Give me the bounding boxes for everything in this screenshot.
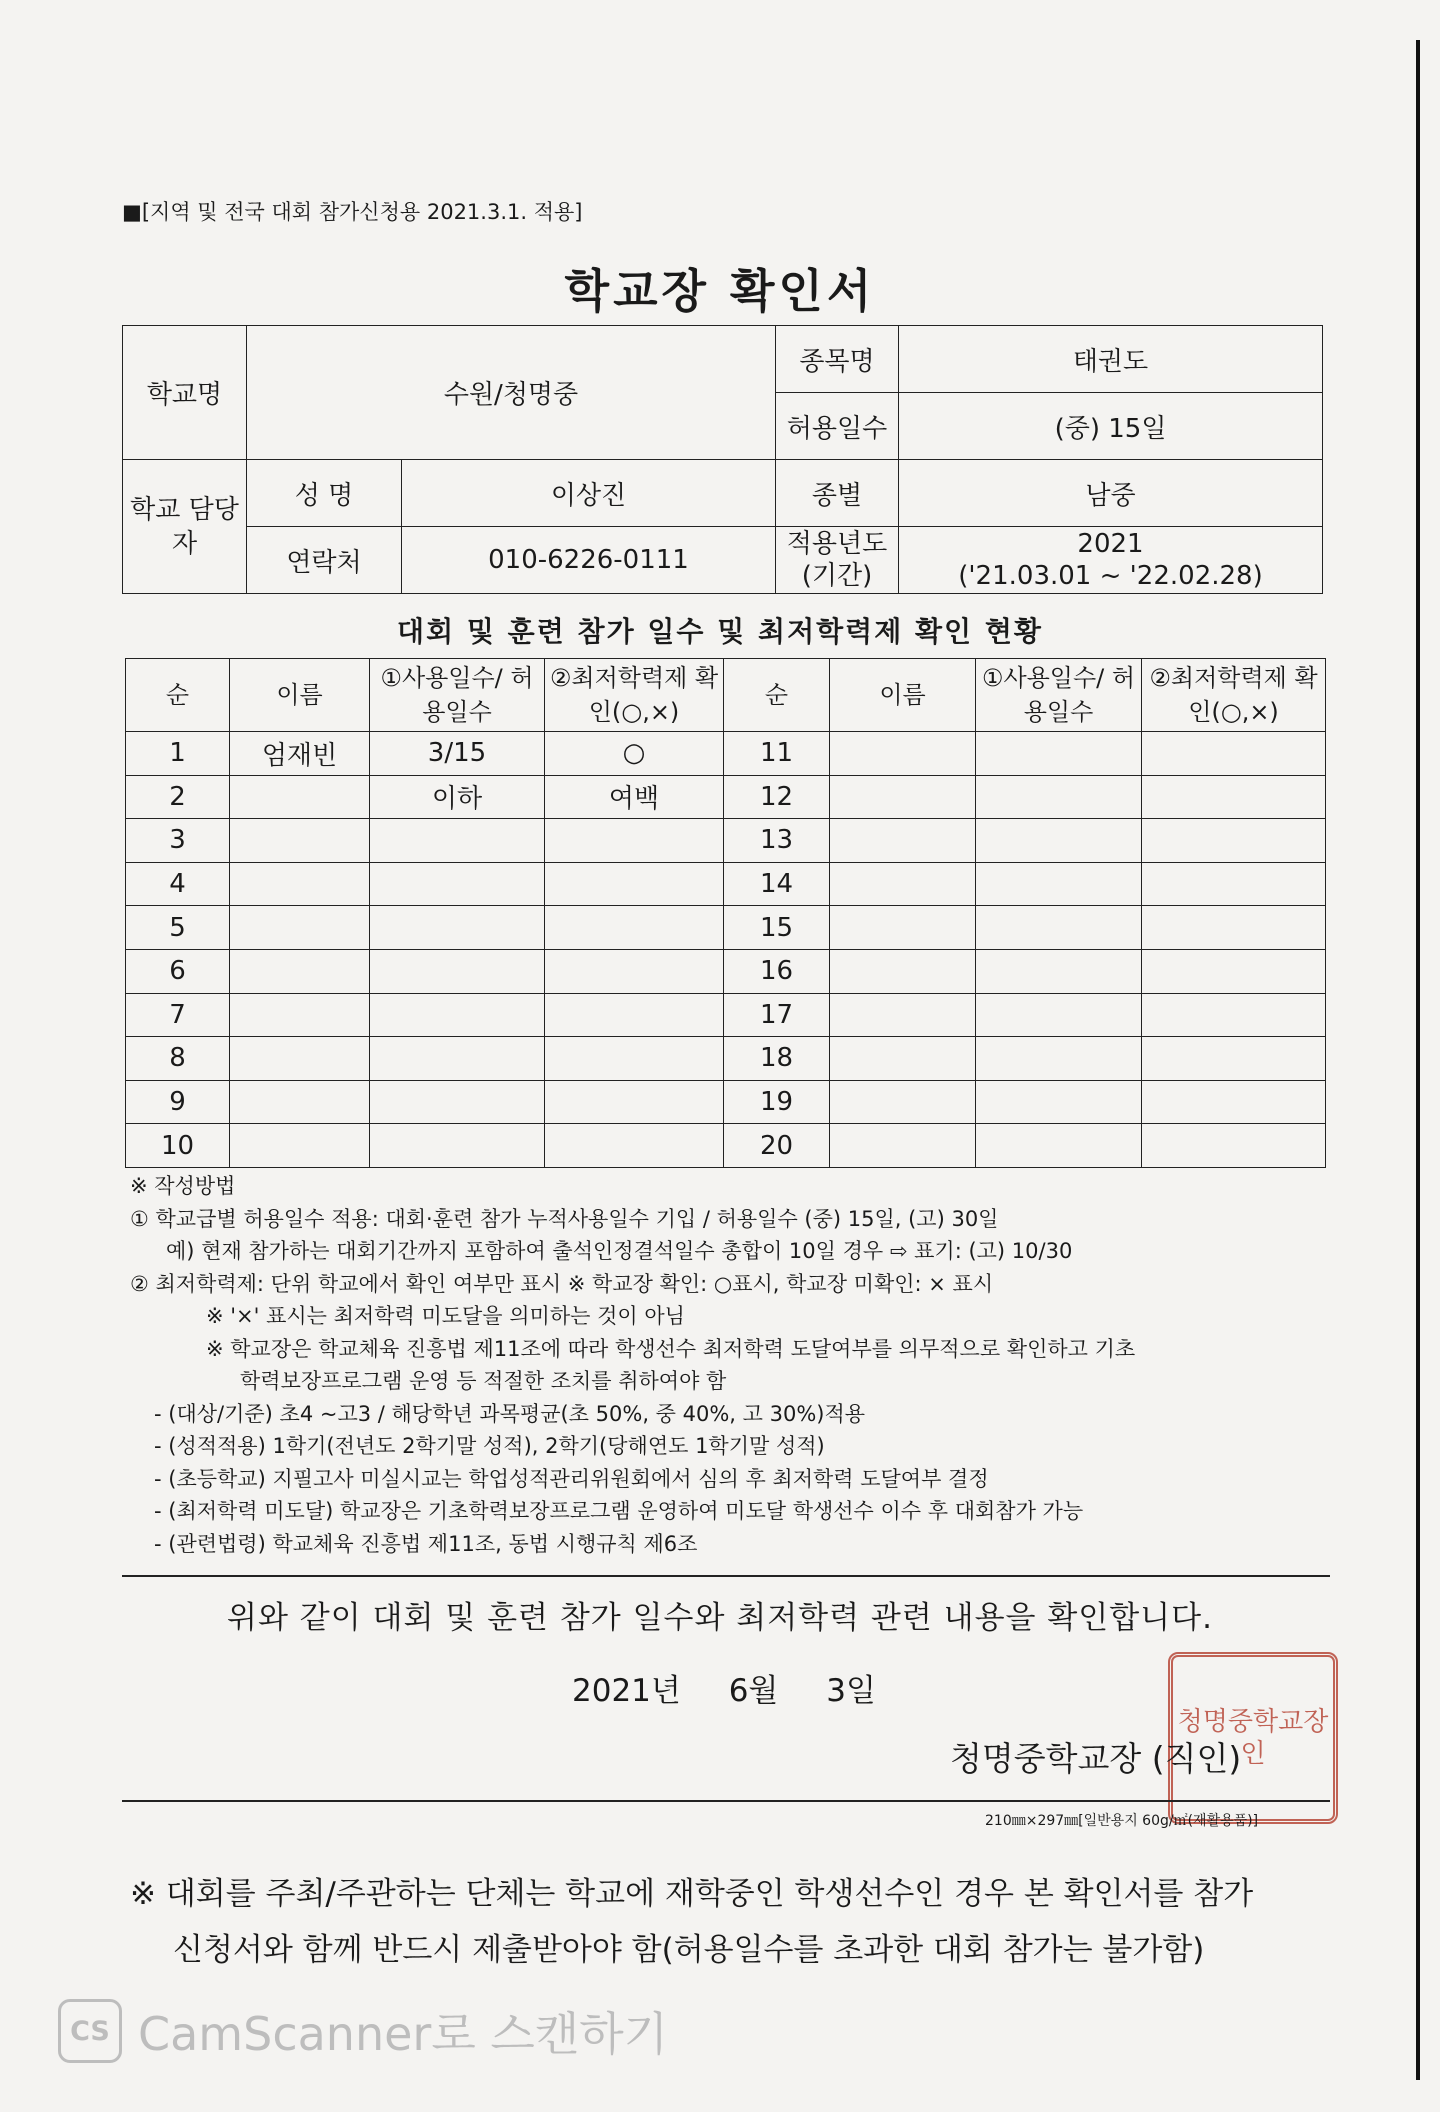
info-table [122, 325, 1323, 594]
event: 태권도 [899, 326, 1323, 393]
document-title: 학교장 확인서 [564, 264, 876, 318]
row-check [545, 906, 724, 950]
row-name [230, 1037, 370, 1081]
divider [122, 1800, 1330, 1802]
footer-line-1: ※ 대회를 주최/주관하는 단체는 학교에 재학중인 학생선수인 경우 본 확인서를 참가 [130, 1876, 1254, 1912]
school-name-label: 학교명 [123, 326, 247, 460]
year-cell [899, 527, 1323, 594]
status-header-row [126, 659, 1326, 732]
row-no-2: 18 [724, 1037, 830, 1081]
note-2-sub2: ※ 학교장은 학교체육 진흥법 제11조에 따라 학생선수 최저학력 도달여부를 의무적으로 확인하고 기초 [206, 1336, 1136, 1361]
note-dash-5: - (관련법령) 학교체육 진흥법 제11조, 동법 시행규칙 제6조 [154, 1531, 698, 1556]
allowed-days-label: 허용일수 [776, 393, 899, 460]
manager-label: 학교 담당자 [123, 460, 247, 594]
row-no: 2 [126, 775, 230, 819]
row-check [545, 993, 724, 1037]
header-no: 순 [126, 659, 230, 732]
row-no: 10 [126, 1124, 230, 1168]
manager-name: 이상진 [402, 460, 776, 527]
watermark-text: CamScanner로 스캔하기 [138, 2007, 669, 2061]
row-check-2 [1142, 993, 1326, 1037]
row-used [370, 906, 545, 950]
row-no-2: 13 [724, 819, 830, 863]
header-no: 순 [724, 659, 830, 732]
school-name: 수원/청명중 [247, 326, 776, 460]
row-name-2 [830, 862, 976, 906]
row-check [545, 1124, 724, 1168]
row-name-2 [830, 819, 976, 863]
scan-edge [1416, 40, 1420, 2080]
writing-notes [130, 1170, 1330, 1560]
row-no: 3 [126, 819, 230, 863]
divider [122, 1575, 1330, 1577]
row-no-2: 15 [724, 906, 830, 950]
note-dash-1: - (대상/기준) 초4 ~고3 / 해당학년 과목평균(초 50%, 중 40%, 고 30%)적용 [154, 1401, 866, 1426]
row-no: 4 [126, 862, 230, 906]
row-used-2 [976, 1124, 1142, 1168]
row-used-2 [976, 1080, 1142, 1124]
date-day: 3일 [826, 1673, 876, 1709]
date-month: 6월 [728, 1673, 779, 1709]
row-no-2: 20 [724, 1124, 830, 1168]
row-no-2: 17 [724, 993, 830, 1037]
header-name: 이름 [830, 659, 976, 732]
row-check-2 [1142, 1124, 1326, 1168]
date-year: 2021년 [572, 1673, 681, 1709]
paper-size: 210㎜×297㎜[일반용지 60g/㎡(재활용품)] [985, 1813, 1259, 1829]
row-name-2 [830, 1124, 976, 1168]
row-name-2 [830, 1080, 976, 1124]
camscanner-watermark [58, 1998, 668, 2064]
note-dash-2: - (성적적용) 1학기(전년도 2학기말 성적), 2학기(당해연도 1학기말 성적) [154, 1434, 825, 1458]
table-row [126, 1037, 1326, 1081]
row-check-2 [1142, 1037, 1326, 1081]
table-row [126, 993, 1326, 1037]
row-check [545, 819, 724, 863]
row-used [370, 993, 545, 1037]
contact: 010-6226-0111 [402, 527, 776, 594]
row-used-2 [976, 775, 1142, 819]
row-check [545, 862, 724, 906]
table-row [126, 819, 1326, 863]
row-no-2: 12 [724, 775, 830, 819]
header-name: 이름 [230, 659, 370, 732]
row-no: 5 [126, 906, 230, 950]
row-check-2 [1142, 862, 1326, 906]
confirm-text: 위와 같이 대회 및 훈련 참가 일수와 최저학력 관련 내용을 확인합니다. [227, 1600, 1213, 1636]
header-academic: ②최저학력제 확인(○,×) [545, 659, 724, 732]
table-row [126, 949, 1326, 993]
table-row [126, 862, 1326, 906]
principal-signature: 청명중학교장 (직인) [950, 1739, 1242, 1778]
row-used-2 [976, 1037, 1142, 1081]
row-no: 6 [126, 949, 230, 993]
row-check [545, 1080, 724, 1124]
row-name-2 [830, 775, 976, 819]
table-row [126, 775, 1326, 819]
footer-note [130, 1866, 1330, 1978]
row-name-2 [830, 1037, 976, 1081]
row-no: 1 [126, 732, 230, 776]
name-label: 성 명 [247, 460, 402, 527]
year: 2021 [1077, 529, 1144, 559]
row-no-2: 11 [724, 732, 830, 776]
row-check-2 [1142, 775, 1326, 819]
row-used: 이하 [370, 775, 545, 819]
row-used [370, 1124, 545, 1168]
header-used: ①사용일수/ 허용일수 [370, 659, 545, 732]
category: 남중 [899, 460, 1323, 527]
row-check [545, 949, 724, 993]
note-1: ① 학교급별 허용일수 적용: 대회·훈련 참가 누적사용일수 기입 / 허용일수 (중) 15일, (고) 30일 [130, 1206, 999, 1231]
note-2-sub2b: 학력보장프로그램 운영 등 적절한 조치를 취하여야 함 [240, 1369, 727, 1393]
row-check: ○ [545, 732, 724, 776]
note-2: ② 최저학력제: 단위 학교에서 확인 여부만 표시 ※ 학교장 확인: ○표시, 학교장 미확인: × 표시 [130, 1271, 994, 1296]
date-line [572, 1665, 914, 1710]
row-check [545, 1037, 724, 1081]
note-2-sub1: ※ '×' 표시는 최저학력 미도달을 의미하는 것이 아님 [206, 1304, 685, 1328]
note-1-example: 예) 현재 참가하는 대회기간까지 포함하여 출석인정결석일수 총합이 10일 경우 ⇨ 표기: (고) 10/30 [166, 1239, 1073, 1263]
row-used [370, 862, 545, 906]
row-name [230, 993, 370, 1037]
row-check-2 [1142, 906, 1326, 950]
contact-label: 연락처 [247, 527, 402, 594]
table-row [126, 1080, 1326, 1124]
category-label: 종별 [776, 460, 899, 527]
row-used: 3/15 [370, 732, 545, 776]
row-name-2 [830, 906, 976, 950]
row-used-2 [976, 732, 1142, 776]
row-name [230, 949, 370, 993]
allowed-days: (중) 15일 [899, 393, 1323, 460]
row-no: 9 [126, 1080, 230, 1124]
row-check: 여백 [545, 775, 724, 819]
footer-line-2: 신청서와 함께 반드시 제출받아야 함(허용일수를 초과한 대회 참가는 불가함) [173, 1932, 1205, 1968]
status-title: 대회 및 훈련 참가 일수 및 최저학력제 확인 현황 [397, 615, 1043, 648]
table-row [126, 906, 1326, 950]
row-name [230, 775, 370, 819]
row-check-2 [1142, 1080, 1326, 1124]
camscanner-logo-icon: CS [58, 1999, 122, 2063]
seal-text: 청명중학교장인 [1177, 1707, 1329, 1769]
row-check-2 [1142, 732, 1326, 776]
table-row [126, 732, 1326, 776]
row-no-2: 19 [724, 1080, 830, 1124]
row-name [230, 819, 370, 863]
year-label: 적용년도 (기간) [776, 527, 899, 594]
row-name-2 [830, 732, 976, 776]
row-used-2 [976, 993, 1142, 1037]
row-no: 7 [126, 993, 230, 1037]
row-name [230, 862, 370, 906]
row-check-2 [1142, 819, 1326, 863]
row-no-2: 16 [724, 949, 830, 993]
status-table [125, 658, 1326, 1168]
row-name [230, 1080, 370, 1124]
header-academic: ②최저학력제 확인(○,×) [1142, 659, 1326, 732]
row-used [370, 949, 545, 993]
row-used-2 [976, 862, 1142, 906]
row-name [230, 906, 370, 950]
period: ('21.03.01 ~ '22.02.28) [958, 561, 1263, 591]
header-note: ■[지역 및 전국 대회 참가신청용 2021.3.1. 적용] [122, 200, 583, 224]
row-used [370, 819, 545, 863]
row-used-2 [976, 906, 1142, 950]
note-dash-4: - (최저학력 미도달) 학교장은 기초학력보장프로그램 운영하여 미도달 학생선수 이수 후 대회참가 가능 [154, 1499, 1084, 1523]
notes-heading: ※ 작성방법 [130, 1174, 236, 1198]
row-check-2 [1142, 949, 1326, 993]
row-name: 엄재빈 [230, 732, 370, 776]
row-no: 8 [126, 1037, 230, 1081]
row-name-2 [830, 949, 976, 993]
header-used: ①사용일수/ 허용일수 [976, 659, 1142, 732]
row-name-2 [830, 993, 976, 1037]
row-used-2 [976, 949, 1142, 993]
event-label: 종목명 [776, 326, 899, 393]
row-no-2: 14 [724, 862, 830, 906]
row-name [230, 1124, 370, 1168]
row-used-2 [976, 819, 1142, 863]
note-dash-3: - (초등학교) 지필고사 미실시교는 학업성적관리위원회에서 심의 후 최저학력 도달여부 결정 [154, 1466, 989, 1491]
table-row [126, 1124, 1326, 1168]
row-used [370, 1080, 545, 1124]
row-used [370, 1037, 545, 1081]
